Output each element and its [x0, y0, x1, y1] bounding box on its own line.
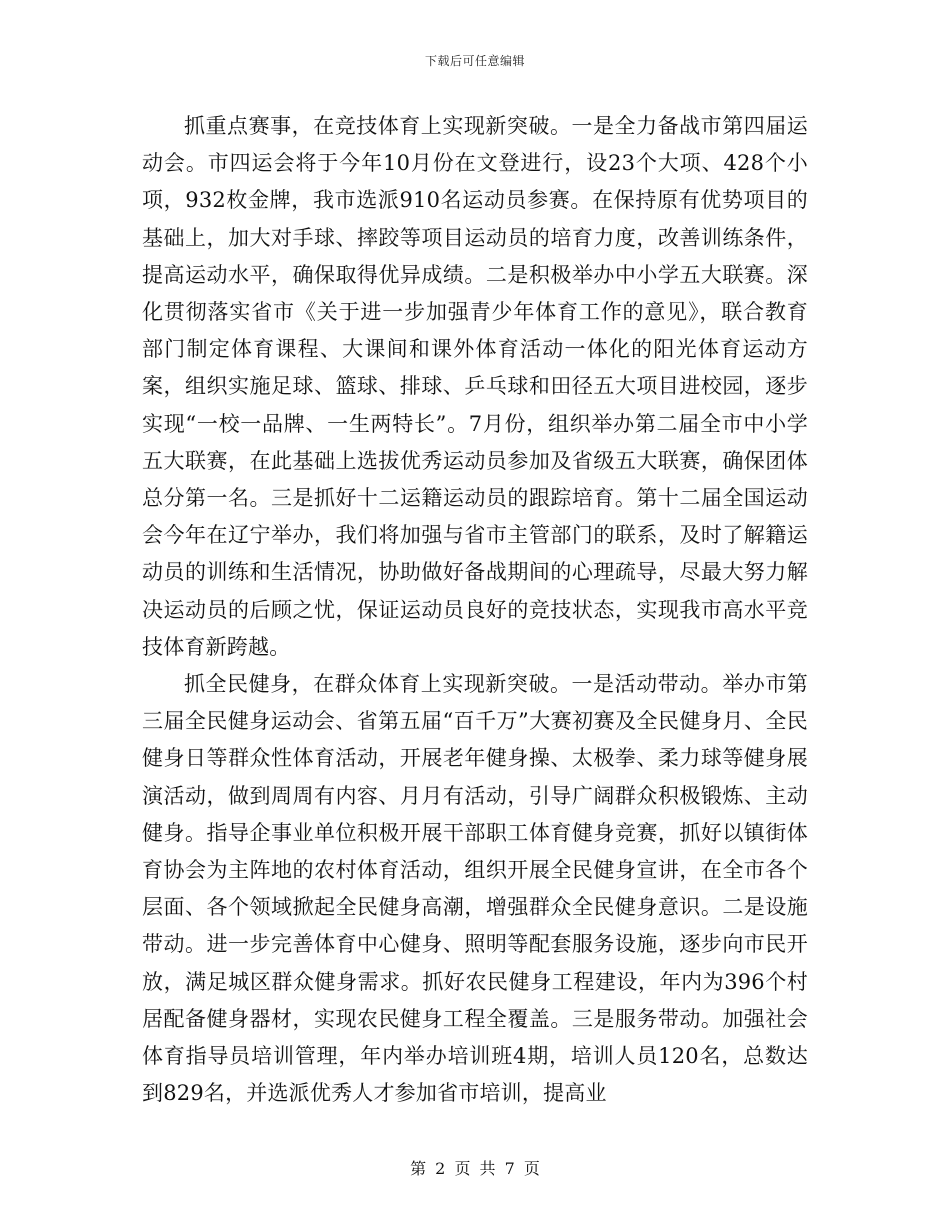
- paragraph-competitive-sports: 抓重点赛事，在竞技体育上实现新突破。一是全力备战市第四届运动会。市四运会将于今年10月份在文登进行，设23个大项、428个小项，932枚金牌，我市选派910名运动员参赛。在保持原有优势项目的基础上，加大对手球、摔跤等项目运动员的培育力度，改善训练条件，提高运动水平，确保取得优异成绩。二是积极举办中小学五大联赛。深化贯彻落实省市《关于进一步加强青少年体育工作的意见》，联合教育部门制定体育课程、大课间和课外体育活动一体化的阳光体育运动方案，组织实施足球、篮球、排球、乒乓球和田径五大项目进校园，逐步实现“一校一品牌、一生两特长”。7月份，组织举办第二届全市中小学五大联赛，在此基础上选拔优秀运动员参加及省级五大联赛，确保团体总分第一名。三是抓好十二运籍运动员的跟踪培育。第十二届全国运动会今年在辽宁举办，我们将加强与省市主管部门的联系，及时了解籍运动员的训练和生活情况，协助做好备战期间的心理疏导，尽最大努力解决运动员的后顾之忧，保证运动员良好的竞技状态，实现我市高水平竞技体育新跨越。: [142, 114, 808, 659]
- document-body: [142, 108, 808, 1112]
- page-header: 下载后可任意编辑: [424, 54, 525, 68]
- paragraph-public-fitness: 抓全民健身，在群众体育上实现新突破。一是活动带动。举办市第三届全民健身运动会、省第五届“百千万”大赛初赛及全民健身月、全民健身日等群众性体育活动，开展老年健身操、太极拳、柔力球等健身展演活动，做到周周有内容、月月有活动，引导广阔群众积极锻炼、主动健身。指导企事业单位积极开展干部职工体育健身竞赛，抓好以镇街体育协会为主阵地的农村体育活动，组织开展全民健身宣讲，在全市各个层面、各个领域掀起全民健身高潮，增强群众全民健身意识。二是设施带动。进一步完善体育中心健身、照明等配套服务设施，逐步向市民开放，满足城区群众健身需求。抓好农民健身工程建设，年内为396个村居配备健身器材，实现农民健身工程全覆盖。三是服务带动。加强社会体育指导员培训管理，年内举办培训班4期，培训人员120名，总数达到829名，并选派优秀人才参加省市培训，提高业: [142, 672, 808, 1106]
- page-number-footer: 第 2 页 共 7 页: [410, 1159, 540, 1178]
